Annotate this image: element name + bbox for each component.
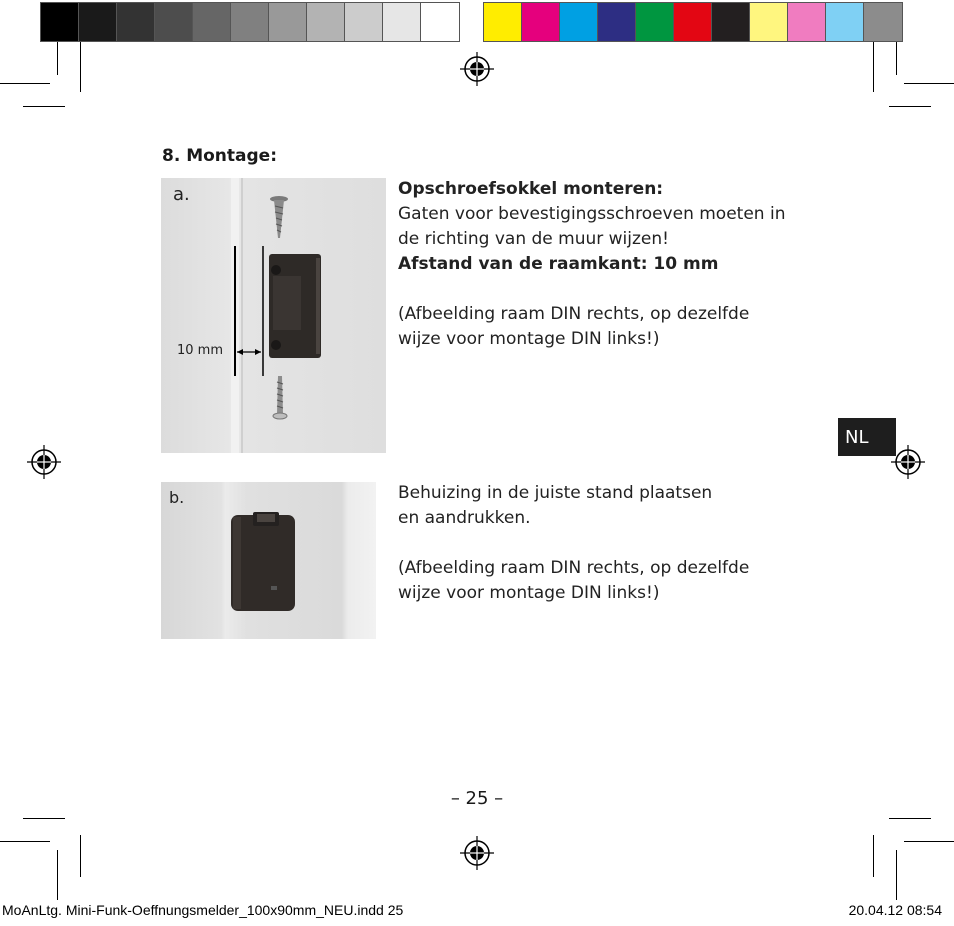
step-a-title: Opschroefsokkel monteren: <box>398 179 664 199</box>
color-swatch-9 <box>788 3 826 41</box>
gray-swatch-9 <box>345 3 383 41</box>
slug-filename: MoAnLtg. Mini-Funk-Oeffnungsmelder_100x90mm_NEU.indd 25 <box>2 902 404 918</box>
gray-swatch-6 <box>231 3 269 41</box>
gray-swatch-8 <box>307 3 345 41</box>
step-b-line1: Behuizing in de juiste stand plaatsen <box>398 483 713 503</box>
step-b-text <box>398 481 749 606</box>
registration-mark-bottom <box>460 836 494 870</box>
gray-swatch-7 <box>269 3 307 41</box>
grayscale-calibration-bar <box>40 2 460 42</box>
slug-datetime: 20.04.12 08:54 <box>848 902 942 918</box>
photo-label-a: a. <box>173 184 190 205</box>
step-a-note1: (Afbeelding raam DIN rechts, op dezelfde <box>398 304 750 324</box>
registration-mark-right <box>891 445 925 479</box>
step-a-distance: Afstand van de raamkant: 10 mm <box>398 254 719 274</box>
section-heading: 8. Montage: <box>162 146 277 166</box>
gray-swatch-11 <box>421 3 459 41</box>
gray-swatch-10 <box>383 3 421 41</box>
photo-mounting-base <box>161 178 386 453</box>
color-swatch-8 <box>750 3 788 41</box>
dimension-indicator <box>235 246 263 376</box>
step-a-line2: de richting van de muur wijzen! <box>398 229 669 249</box>
color-calibration-bar <box>483 2 903 42</box>
photo-housing <box>161 482 376 639</box>
color-swatch-1 <box>484 3 522 41</box>
step-a-note2: wijze voor montage DIN links!) <box>398 329 660 349</box>
registration-mark-top <box>460 52 494 86</box>
color-swatch-4 <box>598 3 636 41</box>
step-a-line1: Gaten voor bevestigingsschroeven moeten in <box>398 204 786 224</box>
screw-top-icon <box>270 196 288 238</box>
screw-bottom-icon <box>273 376 287 419</box>
color-swatch-5 <box>636 3 674 41</box>
dimension-label: 10 mm <box>177 343 224 358</box>
gray-swatch-4 <box>155 3 193 41</box>
mounting-base-icon <box>269 254 321 358</box>
gray-swatch-3 <box>117 3 155 41</box>
gray-swatch-2 <box>79 3 117 41</box>
step-b-line2: en aandrukken. <box>398 508 531 528</box>
gray-swatch-1 <box>41 3 79 41</box>
color-swatch-6 <box>674 3 712 41</box>
color-swatch-11 <box>864 3 902 41</box>
step-b-note2: wijze voor montage DIN links!) <box>398 583 660 603</box>
photo-label-b: b. <box>169 488 185 507</box>
language-tab: NL <box>838 418 896 456</box>
step-a-text <box>398 177 785 352</box>
page-number: – 25 – <box>450 788 504 809</box>
color-swatch-2 <box>522 3 560 41</box>
color-swatch-10 <box>826 3 864 41</box>
step-b-note1: (Afbeelding raam DIN rechts, op dezelfde <box>398 558 750 578</box>
gray-swatch-5 <box>193 3 231 41</box>
color-swatch-3 <box>560 3 598 41</box>
registration-mark-left <box>27 445 61 479</box>
color-swatch-7 <box>712 3 750 41</box>
sensor-housing-icon <box>231 512 295 611</box>
